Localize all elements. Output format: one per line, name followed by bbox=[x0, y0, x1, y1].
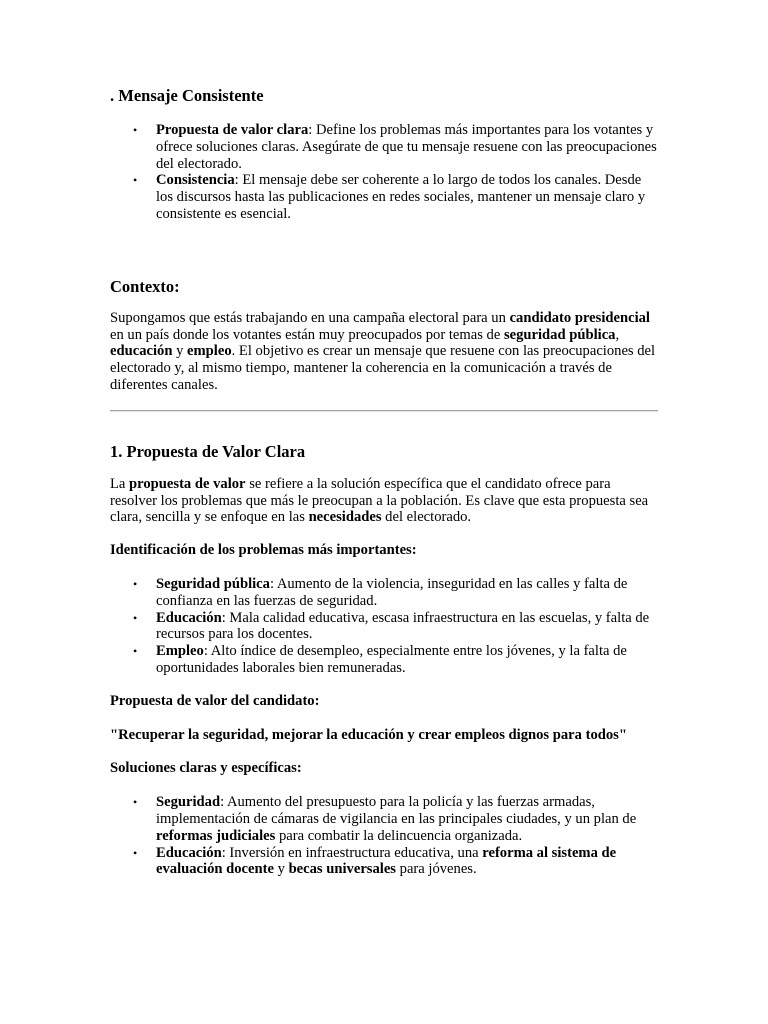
mensaje-list bbox=[110, 122, 658, 223]
bullet-icon: • bbox=[133, 123, 138, 137]
bullet-icon: • bbox=[133, 845, 138, 860]
list-item bbox=[110, 610, 658, 644]
section-heading-contexto: Contexto: bbox=[110, 276, 180, 296]
text-run: del electorado. bbox=[381, 509, 472, 526]
text-run: La bbox=[110, 475, 130, 492]
bold-run: Identificación de los problemas más importantes: bbox=[110, 542, 417, 559]
bullet-icon: • bbox=[133, 610, 138, 625]
item-label: Seguridad bbox=[156, 794, 221, 811]
item-text: : Aumento de la violencia, inseguridad en las calles y falta de confianza en las fuerzas de seguridad. bbox=[156, 575, 628, 609]
bold-run: reformas judiciales bbox=[156, 827, 276, 844]
horizontal-divider bbox=[110, 410, 658, 412]
solutions-list bbox=[110, 794, 658, 878]
contexto-paragraph bbox=[110, 310, 658, 394]
bold-run: "Recuperar la seguridad, mejorar la educación y crear empleos dignos para todos" bbox=[110, 726, 627, 743]
text-run: en un país donde los votantes están muy preocupados por temas de bbox=[110, 326, 504, 343]
item-text: : Mala calidad educativa, escasa infraestructura en las escuelas, y falta de recursos para los docentes. bbox=[156, 609, 650, 643]
list-item bbox=[110, 845, 658, 879]
slogan bbox=[110, 727, 658, 744]
item-label: Seguridad pública bbox=[156, 575, 270, 592]
bold-run: empleo bbox=[187, 343, 232, 360]
text-run: : Aumento del presupuesto para la policía y las fuerzas armadas, implementación de cámaras de vigilancia en las principales ciudades, y un plan de bbox=[156, 794, 637, 827]
text-run: . El objetivo es crear un mensaje que resuene con las preocupaciones del electorado y, al mismo tiempo, mantener la coherencia en la comunicación a través de diferentes canales. bbox=[110, 343, 656, 393]
bold-run: Soluciones claras y específicas: bbox=[110, 760, 302, 777]
section-heading-propuesta: 1. Propuesta de Valor Clara bbox=[110, 441, 306, 461]
bold-run: educación bbox=[110, 343, 173, 360]
text-run: y bbox=[172, 343, 188, 360]
problems-heading bbox=[110, 542, 658, 559]
item-label: Consistencia bbox=[156, 172, 235, 189]
bullet-icon: • bbox=[133, 795, 138, 810]
list-item bbox=[110, 643, 658, 677]
bold-run: becas universales bbox=[288, 861, 396, 878]
item-text: : Alto índice de desempleo, especialmente entre los jóvenes, y la falta de oportunidades laborales bien remuneradas. bbox=[156, 643, 627, 676]
item-label: Educación bbox=[156, 844, 222, 861]
item-text: : El mensaje debe ser coherente a lo largo de todos los canales. Desde los discursos hasta las publicaciones en redes sociales, mantener un mensaje claro y consistente es esencial. bbox=[156, 172, 646, 222]
section-heading-mensaje: . Mensaje Consistente bbox=[110, 86, 264, 105]
bold-run: Propuesta de valor del candidato: bbox=[110, 692, 320, 709]
item-text: : Define los problemas más importantes para los votantes y ofrece soluciones claras. Asegúrate de que tu mensaje resuene con las preocupaciones del electorado. bbox=[156, 122, 657, 172]
text-run: se refiere a la solución específica que el candidato ofrece para resolver los problemas que más le preocupan a la población. Es clave que esta propuesta sea clara, sencilla y se enfoque en las bbox=[110, 475, 649, 526]
item-label: Educación bbox=[156, 609, 222, 626]
list-item bbox=[110, 172, 658, 222]
list-item bbox=[110, 794, 658, 844]
list-item bbox=[110, 576, 658, 610]
list-item bbox=[110, 122, 658, 172]
item-label: Propuesta de valor clara bbox=[156, 122, 309, 138]
bullet-icon: • bbox=[133, 173, 138, 188]
bold-run: reforma al sistema de evaluación docente bbox=[156, 844, 617, 878]
item-label: Empleo bbox=[156, 643, 204, 660]
text-run: para combatir la delincuencia organizada. bbox=[275, 827, 523, 844]
text-run: para jóvenes. bbox=[396, 861, 477, 878]
problems-list bbox=[110, 576, 658, 677]
bullet-icon: • bbox=[133, 576, 138, 591]
document-page bbox=[110, 86, 658, 878]
text-run: , bbox=[615, 326, 620, 343]
text-run: y bbox=[273, 861, 289, 878]
text-run: : Inversión en infraestructura educativa, una bbox=[221, 844, 483, 861]
bullet-icon: • bbox=[133, 644, 138, 659]
text-run: Supongamos que estás trabajando en una campaña electoral para un bbox=[110, 309, 510, 326]
bold-run: propuesta de valor bbox=[129, 475, 246, 492]
bold-run: necesidades bbox=[308, 509, 382, 526]
bold-run: seguridad pública bbox=[503, 326, 616, 343]
propuesta-intro-paragraph bbox=[110, 476, 658, 526]
bold-run: candidato presidencial bbox=[509, 309, 650, 326]
solutions-heading bbox=[110, 760, 658, 777]
value-heading bbox=[110, 693, 658, 710]
